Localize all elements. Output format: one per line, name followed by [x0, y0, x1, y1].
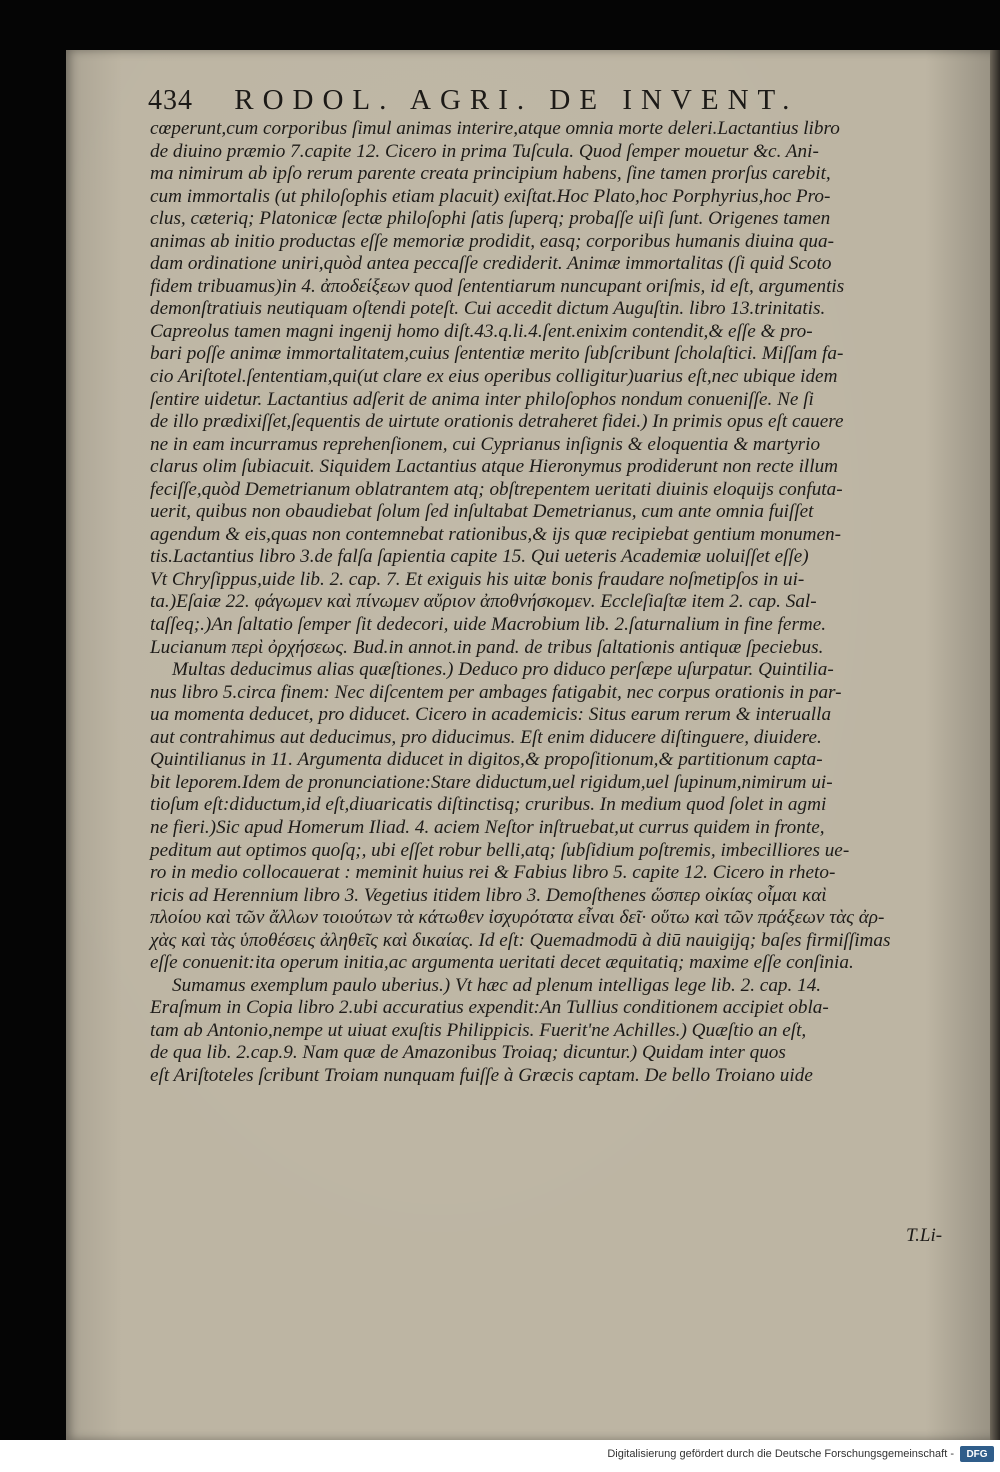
dfg-logo-icon: DFG	[960, 1446, 994, 1462]
text-line: Capreolus tamen magni ingenij homo diſt.43.q.li.4.ſent.enixim contendit,& eſſe & pro-	[150, 320, 813, 342]
text-line: Lucianum περὶ ὀρχήσεως. Bud.in annot.in pand. de tribus ſaltationis antiquæ ſpeciebus.	[150, 636, 824, 658]
text-line: bari poſſe animæ immortalitatem,cuius ſententiæ merito ſubſcribunt ſcholaſtici. Miſſam fa-	[150, 343, 844, 365]
text-line: ricis ad Herennium libro 3. Vegetius itidem libro 3. Demoſthenes ὥσπερ οἰκίας οἶμαι καὶ	[150, 884, 827, 906]
text-line: de illo prædixiſſet,ſequentis de uirtute orationis detraheret fidei.) In primis opus eſt cauere	[150, 411, 844, 433]
text-line: cum immortalis (ut philoſophis etiam placuit) exiſtat.Hoc Plato,hoc Porphyrius,hoc Pro-	[150, 185, 831, 207]
text-line: ta.)Eſaiæ 22. φάγωμεν καὶ πίνωμεν αὔριον ἀποθνήσκομεν. Eccleſiaſtæ item 2. cap. Sal-	[150, 591, 817, 613]
text-line: cio Ariſtotel.ſententiam,qui(ut clare ex eius operibus colligitur)uarius eſt,nec ubique idem	[150, 366, 838, 388]
text-line: demonſtratiuis neutiquam oſtendi poteſt. Cui accedit dictum Auguſtin. libro 13.trinitatis.	[150, 298, 826, 320]
text-line: aut contrahimus aut deducimus, pro diducimus. Eſt enim diducere diſtinguere, diuidere.	[150, 726, 822, 748]
folio-number: 434	[148, 85, 193, 116]
text-line: de qua lib. 2.cap.9. Nam quæ de Amazonibus Troiaq; dicuntur.) Quidam inter quos	[150, 1042, 786, 1064]
running-head	[148, 84, 948, 117]
text-line: Eraſmum in Copia libro 2.ubi accuratius expendit:An Tullius conditionem accipiet obla-	[150, 997, 829, 1019]
text-line: fidem tribuamus)in 4. ἀποδείξεων quod ſententiarum nuncupant oriſmis, id eſt, argumentis	[150, 275, 845, 297]
body-text	[150, 118, 962, 1088]
text-line: ne in eam incurramus reprehenſionem, cui Cyprianus inſignis & eloquentia & martyrio	[150, 433, 821, 455]
text-line: ma nimirum ab ipſo rerum parente creata principium habens, ſine tamen prorſus carebit,	[150, 163, 831, 185]
text-line: tam ab Antonio,nempe ut uiuat exuſtis Philippicis. Fuerit'ne Achilles.) Quæſtio an eſt,	[150, 1019, 807, 1041]
text-line: Sumamus exemplum paulo uberius.) Vt hæc ad plenum intelligas lege lib. 2. cap. 14.	[172, 974, 822, 996]
text-line: bit leporem.Idem de pronunciatione:Stare diductum,uel rigidum,uel ſupinum,nimirum ui-	[150, 771, 833, 793]
text-line: eſt Ariſtoteles ſcribunt Troiam nunquam fuiſſe à Græcis captam. De bello Troiano uide	[150, 1064, 813, 1086]
text-line: tis.Lactantius libro 3.de falſa ſapientia capite 15. Qui ueteris Academiæ uoluiſſet eſſe)	[150, 546, 809, 568]
text-line: feciſſe,quòd Demetrianum oblatrantem atq; obſtrepentem ueritati diuinis eloquijs confuta-	[150, 478, 843, 500]
text-line: πλοίου καὶ τῶν ἄλλων τοιούτων τὰ κάτωθεν ἰσχυρότατα εἶναι δεῖ· οὕτω καὶ τῶν πράξεων τὰς ἀρ-	[150, 907, 885, 929]
text-line: clarus olim ſubiacuit. Siquidem Lactantius atque Hieronymus prodiderunt non recte illum	[150, 456, 839, 478]
text-line: ne fieri.)Sic apud Homerum Iliad. 4. aciem Neſtor inſtruebat,ut currus quidem in fronte,	[150, 816, 825, 838]
text-line: dam ordinatione uniri,quòd antea peccaſſe crediderit. Animæ immortalitas (ſi quid Scoto	[150, 253, 832, 275]
text-line: agendum & eis,quas non contemnebat rationibus,& ijs quæ recipiebat gentium monumen-	[150, 523, 842, 545]
text-line: animas ab initio productas eſſe memoriæ prodidit, easq; corporibus humanis diuina qua-	[150, 230, 834, 252]
text-line: peditum aut optimos quoſq;, ubi eſſet robur belli,atq; ſubſidium poſtremis, imbecilliores ue-	[150, 839, 850, 861]
text-line: Vt Chryſippus,uide lib. 2. cap. 7. Et exiguis his uitæ bonis fraudare noſmetipſos in ui-	[150, 568, 805, 590]
text-line: ſentire uidetur. Lactantius adſerit de anima inter philoſophos nondum conueniſſe. Ne ſi	[150, 388, 814, 410]
text-line: eſſe conuenit:ita operum initia,ac argumenta ueritati decet æquitatiq; maxime eſſe conſinia.	[150, 952, 854, 974]
text-line: Quintilianus in 11. Argumenta diducet in digitos,& propoſitionum,& partitionum capta-	[150, 749, 823, 771]
text-line: uerit, quibus non obaudiebat ſolum ſed inſultabat Demetrianus, cum ante omnia fuiſſet	[150, 501, 814, 523]
text-line: cœperunt,cum corporibus ſimul animas interire,atque omnia morte deleri.Lactantius libro	[150, 118, 840, 139]
text-line: ro in medio collocauerat : meminit huius rei & Fabius libro 5. capite 12. Cicero in rheto-	[150, 862, 836, 884]
text-line: clus, cæteriq; Platonicæ ſectæ philoſophi ſatis ſuperq; probaſſe uiſi ſunt. Origenes tamen	[150, 208, 831, 230]
text-line: tioſum eſt:diductum,id eſt,diuaricatis diſtinctisq; cruribus. In medium quod ſolet in agmi	[150, 794, 827, 816]
text-line: nus libro 5.circa finem: Nec diſcentem per ambages fatigabit, nec corpus orationis in par-	[150, 681, 842, 703]
running-head-title: RODOL. AGRI. DE INVENT.	[234, 84, 799, 116]
text-line: Multas deducimus alias quæſtiones.) Deduco pro diduco perſæpe uſurpatur. Quintilia-	[172, 659, 834, 681]
text-line: taſſeq;.)An ſaltatio ſemper ſit dedecori, uide Macrobium lib. 2.ſaturnalium in fine ferme.	[150, 614, 827, 636]
catchword: T.Li-	[906, 1225, 943, 1246]
page-edge	[990, 50, 1000, 1440]
text-line: ua momenta deducet, pro diducet. Cicero in academicis: Situs earum rerum & interualla	[150, 704, 832, 726]
text-line: de diuino præmio 7.capite 12. Cicero in prima Tuſcula. Quod ſemper mouetur &c. Ani-	[150, 140, 819, 162]
text-line: χὰς καὶ τὰς ὑποθέσεις ἀληθεῖς καὶ δικαίας. Id eſt: Quemadmodū à diū nauigijq; baſes firmiſſimas	[150, 929, 891, 951]
funding-credit: Digitalisierung gefördert durch die Deutsche Forschungsgemeinschaft -	[607, 1448, 954, 1460]
